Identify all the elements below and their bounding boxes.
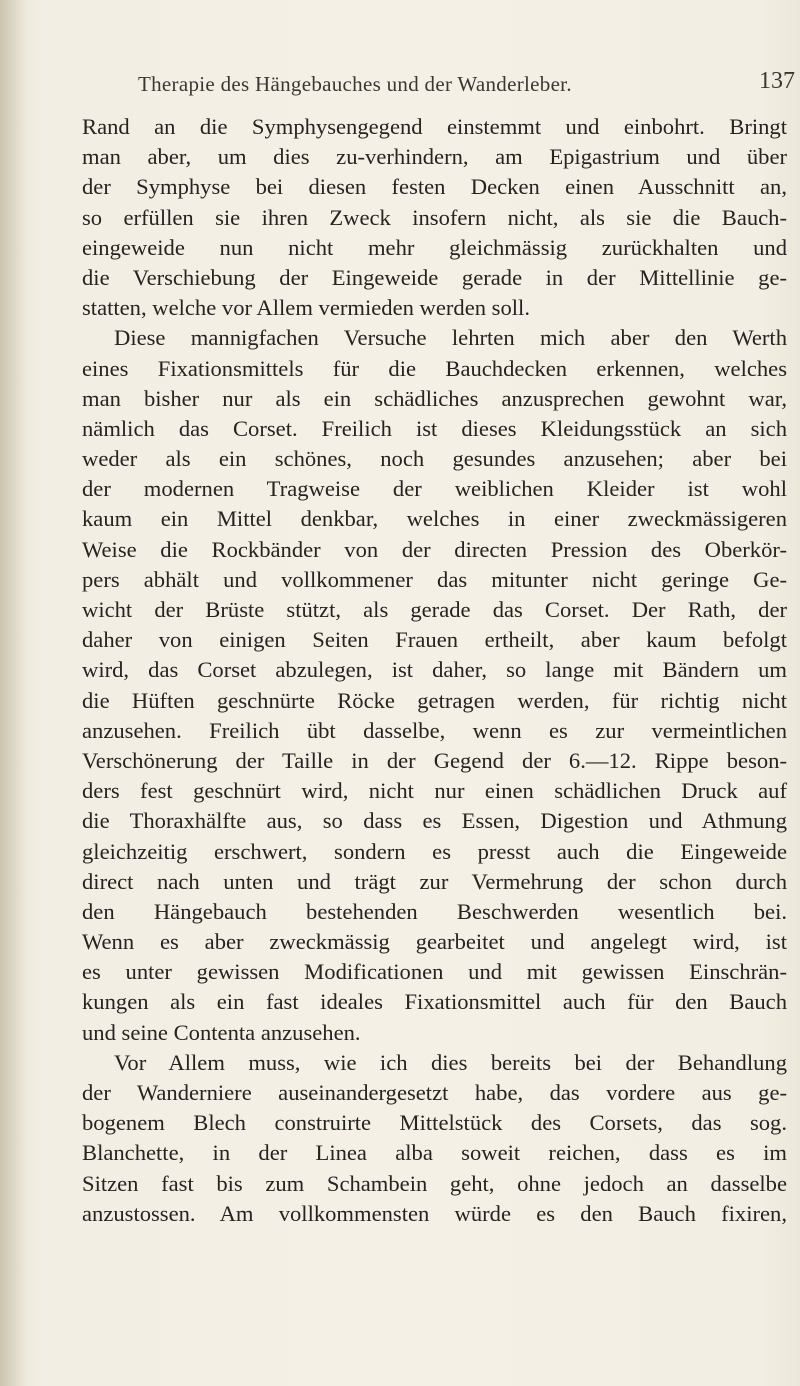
paragraph-2 — [82, 323, 787, 1048]
text-line: statten, welche vor Allem vermieden werden soll. — [82, 295, 530, 321]
text-line: anzusehen. Freilich übt dasselbe, wenn es zur vermeintlichen — [82, 717, 787, 743]
running-head: Therapie des Hängebauches und der Wanderleber. — [138, 72, 572, 96]
text-line: gleichzeitig erschwert, sondern es presst auch die Eingeweide — [82, 838, 787, 864]
text-line: anzustossen. Am vollkommensten würde es den Bauch fixiren, — [82, 1200, 787, 1226]
text-line: direct nach unten und trägt zur Vermehrung der schon durch — [82, 868, 787, 894]
text-line: man bisher nur als ein schädliches anzusprechen gewohnt war, — [82, 385, 787, 411]
text-line: Sitzen fast bis zum Schambein geht, ohne jedoch an dasselbe — [82, 1170, 787, 1196]
text-line: kaum ein Mittel denkbar, welches in einer zweckmässigeren — [82, 506, 787, 532]
text-line: Vor Allem muss, wie ich dies bereits bei der Behandlung — [114, 1049, 787, 1075]
text-line: wicht der Brüste stützt, als gerade das Corset. Der Rath, der — [82, 597, 787, 622]
text-line: eingeweide nun nicht mehr gleichmässig zurückhalten und — [82, 234, 787, 260]
page-header — [70, 68, 795, 106]
text-line: pers abhält und vollkommener das mitunter nicht geringe Ge- — [82, 566, 787, 592]
paragraph-3 — [82, 1048, 787, 1229]
text-line: ders fest geschnürt wird, nicht nur einen schädlichen Druck auf — [82, 778, 787, 804]
page-number: 137 — [759, 68, 795, 94]
text-line: Rand an die Symphysengegend einstemmt und einbohrt. Bringt — [82, 114, 787, 139]
text-line: so erfüllen sie ihren Zweck insofern nicht, als sie die Bauch- — [82, 204, 787, 230]
binding-gutter-shadow — [0, 0, 26, 1386]
body-text — [82, 112, 787, 1229]
text-line: Diese mannigfachen Versuche lehrten mich aber den Werth — [114, 325, 787, 351]
text-line: Weise die Rockbänder von der directen Pression des Oberkör- — [82, 536, 787, 562]
text-line: und seine Contenta anzusehen. — [82, 1019, 361, 1045]
text-line: daher von einigen Seiten Frauen ertheilt, aber kaum befolgt — [82, 627, 787, 653]
text-line: es unter gewissen Modificationen und mit gewissen Einschrän- — [82, 959, 787, 985]
text-line: der Symphyse bei diesen festen Decken einen Ausschnitt an, — [82, 174, 787, 200]
text-line: die Thoraxhälfte aus, so dass es Essen, Digestion und Athmung — [82, 808, 787, 834]
text-line: nämlich das Corset. Freilich ist dieses Kleidungsstück an sich — [82, 415, 787, 441]
text-line: die Hüften geschnürte Röcke getragen werden, für richtig nicht — [82, 687, 787, 713]
text-line: der Wanderniere auseinandergesetzt habe, das vordere aus ge- — [82, 1080, 787, 1105]
text-line: wird, das Corset abzulegen, ist daher, so lange mit Bändern um — [82, 657, 787, 683]
text-line: bogenem Blech construirte Mittelstück des Corsets, das sog. — [82, 1110, 787, 1136]
text-line: Blanchette, in der Linea alba soweit reichen, dass es im — [82, 1140, 787, 1166]
text-line: kungen als ein fast ideales Fixationsmittel auch für den Bauch — [82, 989, 787, 1015]
text-line: Verschönerung der Taille in der Gegend der 6.—12. Rippe beson- — [82, 747, 787, 773]
text-line: weder als ein schönes, noch gesundes anzusehen; aber bei — [82, 446, 787, 472]
text-line: die Verschiebung der Eingeweide gerade in der Mittellinie ge- — [82, 264, 787, 290]
text-line: man aber, um dies zu-verhindern, am Epigastrium und über — [82, 144, 787, 170]
text-line: den Hängebauch bestehenden Beschwerden wesentlich bei. — [82, 898, 787, 924]
text-line: der modernen Tragweise der weiblichen Kleider ist wohl — [82, 476, 787, 502]
text-line: Wenn es aber zweckmässig gearbeitet und angelegt wird, ist — [82, 929, 787, 955]
paragraph-1 — [82, 112, 787, 323]
text-line: eines Fixationsmittels für die Bauchdecken erkennen, welches — [82, 355, 787, 381]
